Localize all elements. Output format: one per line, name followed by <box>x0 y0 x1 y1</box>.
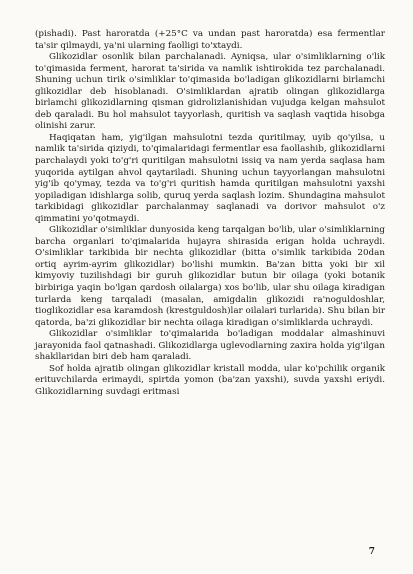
paragraph-distribution: Glikozidlar o'simliklar dunyosida keng tarqalgan bo'lib, ular o'simliklarning barcha organlari to'qimalarida hujayra shirasida erigan holda uchraydi. O'simliklar tarkibida bir nechta glikozidlar (bitta o'simlik tarkibida 20dan ortiq ayrim-ayrim glikozidlar) bo'lishi mumkin. Ba'zan bitta yoki bir xil kimyoviy tuzilishdagi bir guruh glikozidlar butun bir oilaga (yoki botanik birbiriga yaqin bo'lgan qardosh oilalarga) xos bo'lib, ular shu oilaga kiradigan turlarda keng tarqaladi (masalan, amigdalin glikozidi ra'noguldoshlar, tioglikozidlar esa karamdosh (krestguldosh)lar oilalari turlarida). Shu bilan bir qatorda, ba'zi glikozidlar bir nechta oilaga kiradigan o'simliklarda uchraydi. <box>35 225 385 328</box>
paragraph-metabolism: Glikozidlar o'simliklar to'qimalarida bo'ladigan moddalar almashinuvi jarayonida faol qatnashadi. Glikozidlarga uglevodlarning zaxira holda yig'ilgan shakllaridan biri deb ham qaraladi. <box>35 329 385 363</box>
paragraph-drying-storage: Haqiqatan ham, yig'ilgan mahsulotni tezda quritilmay, uyib qo'yilsa, u namlik ta'sirida qiziydi, to'qimalaridagi fermentlar esa faollashib, glikozidlarni parchalaydi yoki to'g'ri quritilgan mahsulotni issiq va nam yerda saqlasa ham yuqorida aytilgan ahvol qaytariladi. Shuning uchun tayyorlangan mahsulotni yig'ib qo'ymay, tezda va to'g'ri quritish hamda quritilgan mahsulotni yaxshi yopiladigan idishlarga solib, quruq yerda saqlash lozim. Shundagina mahsulot tarkibidagi glikozidlar parchalanmay saqlanadi va dorivor mahsulot o'z qimmatini yo'qotmaydi. <box>35 132 385 224</box>
body-text <box>35 29 385 399</box>
page-number: 7 <box>368 547 375 557</box>
paragraph-continuation: (pishadi). Past haroratda (+25°C va undan past haroratda) esa fermentlar ta'sir qilmaydi, ya'ni ularning faolligi to'xtaydi. <box>35 29 385 51</box>
paragraph-glycoside-decomposition: Glikozidlar osonlik bilan parchalanadi. Ayniqsa, ular o'simliklarning o'lik to'qimasida ferment, harorat ta'sirida va namlik ishtirokida tez parchalanadi. Shuning uchun tirik o'simliklar to'qimasida bo'ladigan glikozidlarni birlamchi glikozidlar deb hisoblanadi. O'simliklardan ajratib olingan glikozidlarga birlamchi glikozidlarning qisman gidrolizlanishidan vujudga kelgan mahsulot deb qaraladi. Bu hol mahsulot tayyorlash, quritish va saqlash vaqtida hisobga olinishi zarur. <box>35 52 385 132</box>
paragraph-properties: Sof holda ajratib olingan glikozidlar kristall modda, ular ko'pchilik organik erituvchilarda erimaydi, spirtda yomon (ba'zan yaxshi), suvda yaxshi eriydi. Glikozidlarning suvdagi eritmasi <box>35 363 385 397</box>
